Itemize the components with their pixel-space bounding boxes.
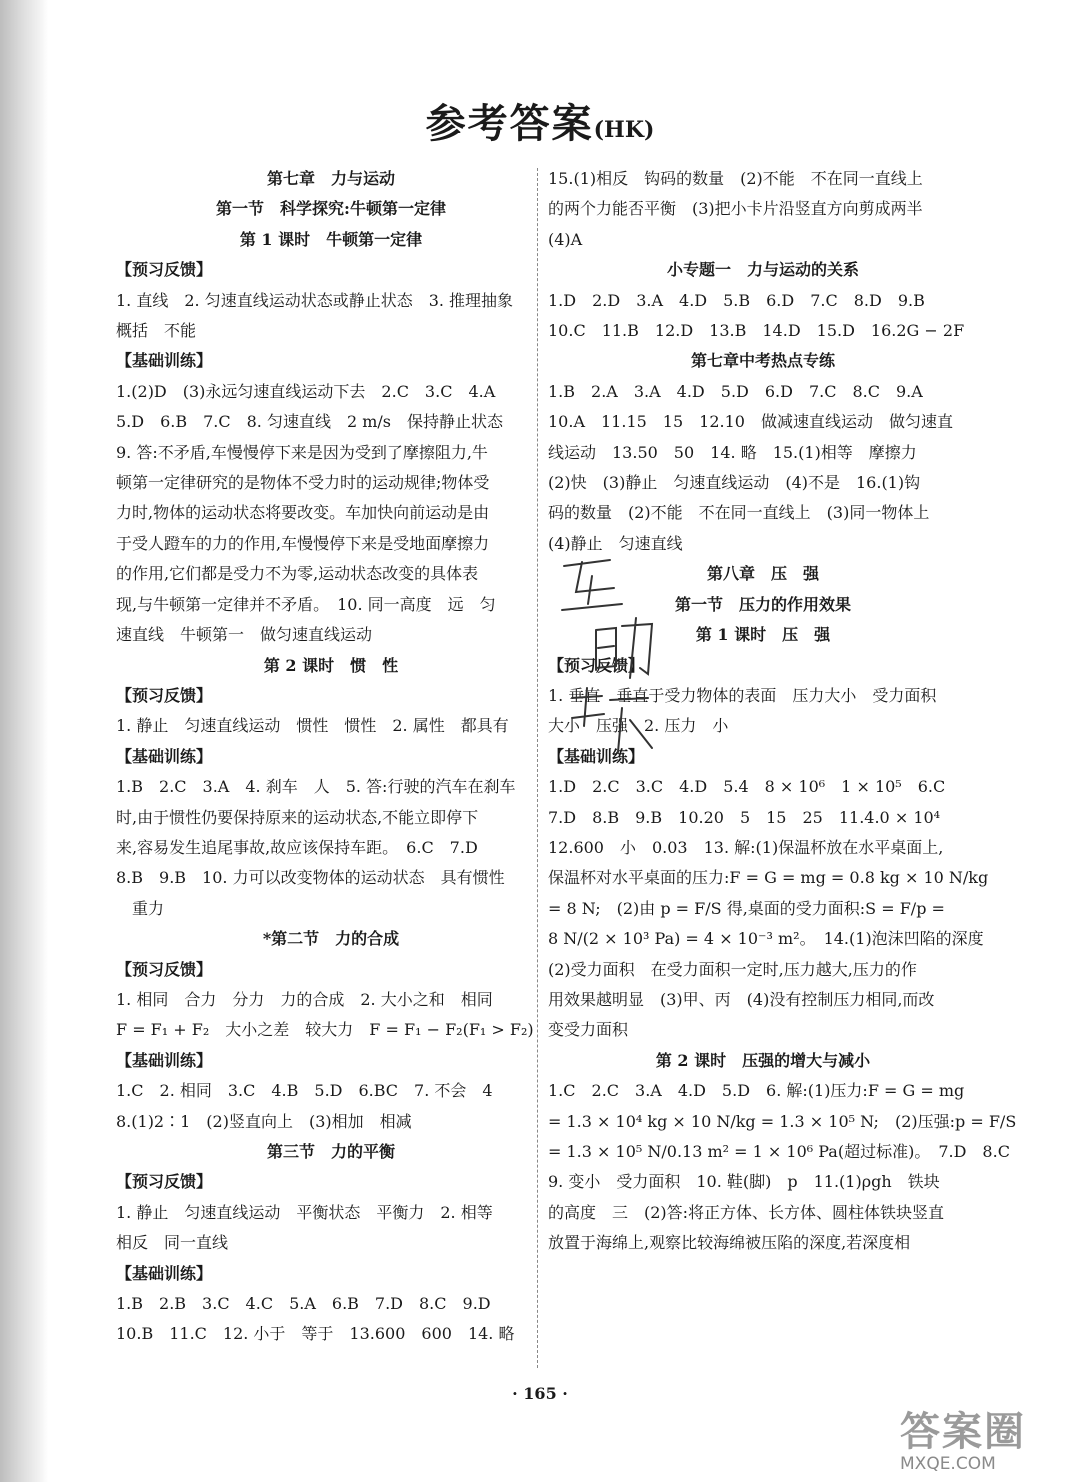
section-label: 【预习反馈】 xyxy=(116,1172,213,1192)
answer-line: 1.B 2.C 3.A 4. 刹车 人 5. 答:行驶的汽车在刹车 xyxy=(116,777,516,797)
section-heading: 第一节 科学探究:牛顿第一定律 xyxy=(216,199,446,219)
section-heading: 第八章 压 强 xyxy=(706,564,819,584)
page-number: · 165 · xyxy=(512,1384,568,1403)
answer-line: = 8 N; (2)由 p = F/S 得,桌面的受力面积:S = F/p = xyxy=(548,898,945,918)
answer-line: 时,由于惯性仍要保持原来的运动状态,不能立即停下 xyxy=(116,807,479,827)
answer-line: 8.(1)2∶1 (2)竖直向上 (3)相加 相减 xyxy=(116,1111,412,1131)
answer-line: 相反 同一直线 xyxy=(116,1233,229,1253)
answer-line: (4)静止 匀速直线 xyxy=(548,533,683,553)
answer-line: (4)A xyxy=(548,229,583,249)
handwritten-annotation xyxy=(552,548,672,768)
section-heading: 第一节 压力的作用效果 xyxy=(674,594,851,614)
answer-line: 1. 垂直 垂直于受力物体的表面 压力大小 受力面积 xyxy=(548,685,937,705)
section-heading: 小专题一 力与运动的关系 xyxy=(666,260,859,280)
answer-line: 15.(1)相反 钩码的数量 (2)不能 不在同一直线上 xyxy=(548,169,923,188)
section-label: 【基础训练】 xyxy=(116,1050,213,1070)
answer-line: 10.A 11.15 15 12.10 做减速直线运动 做匀速直 xyxy=(548,412,953,432)
answer-line: 的两个力能否平衡 (3)把小卡片沿竖直方向剪成两半 xyxy=(548,199,923,219)
answer-line: 1.D 2.D 3.A 4.D 5.B 6.D 7.C 8.D 9.B xyxy=(548,290,925,310)
section-heading: 第七章 力与运动 xyxy=(266,169,395,188)
section-label: 【基础训练】 xyxy=(116,746,213,766)
watermark-url: MXQE.COM xyxy=(900,1454,996,1474)
title-main: 参考答案 xyxy=(425,100,594,147)
answer-line: 9. 答:不矛盾,车慢慢停下来是因为受到了摩擦阻力,牛 xyxy=(116,442,488,462)
answer-line: F = F₁ + F₂ 大小之差 较大力 F = F₁ − F₂(F₁ > F₂) xyxy=(116,1020,534,1040)
section-label: 【预习反馈】 xyxy=(116,959,213,979)
answer-line: 来,容易发生追尾事故,故应该保持车距。 6.C 7.D xyxy=(116,837,478,857)
answer-line: 保温杯对水平桌面的压力:F = G = mg = 0.8 kg × 10 N/kg xyxy=(548,868,989,888)
answer-line: 用效果越明显 (3)甲、丙 (4)没有控制压力相同,而改 xyxy=(548,989,935,1009)
answer-line: 1.B 2.A 3.A 4.D 5.D 6.D 7.C 8.C 9.A xyxy=(548,381,923,401)
answer-line: 12.600 小 0.03 13. 解:(1)保温杯放在水平桌面上, xyxy=(548,837,944,857)
section-heading: 第三节 力的平衡 xyxy=(266,1142,395,1161)
answer-line: 9. 变小 受力面积 10. 鞋(脚) p 11.(1)ρgh 铁块 xyxy=(548,1172,940,1192)
answer-line: 8 N/(2 × 10³ Pa) = 4 × 10⁻³ m²。 14.(1)泡沫凹陷的深度 xyxy=(548,929,984,949)
answer-line: 力时,物体的运动状态将要改变。车加快向前运动是由 xyxy=(116,503,490,523)
section-label: 【基础训练】 xyxy=(116,351,213,371)
answer-line: 10.B 11.C 12. 小于 等于 13.600 600 14. 略 xyxy=(116,1324,515,1344)
answer-line: 概括 不能 xyxy=(116,321,197,341)
answer-line: 线运动 13.50 50 14. 略 15.(1)相等 摩擦力 xyxy=(548,442,917,462)
answer-line: 1. 静止 匀速直线运动 平衡状态 平衡力 2. 相等 xyxy=(116,1202,493,1222)
answer-line: 放置于海绵上,观察比较海绵被压陷的深度,若深度相 xyxy=(548,1233,911,1253)
answer-line: 1.B 2.B 3.C 4.C 5.A 6.B 7.D 8.C 9.D xyxy=(116,1294,491,1314)
answer-line: 1.D 2.C 3.C 4.D 5.4 8 × 10⁶ 1 × 10⁵ 6.C xyxy=(548,777,946,797)
answer-line: 1. 直线 2. 匀速直线运动状态或静止状态 3. 推理抽象 xyxy=(116,290,514,310)
answer-line: 于受人蹬车的力的作用,车慢慢停下来是受地面摩擦力 xyxy=(116,533,490,553)
section-heading: *第二节 力的合成 xyxy=(262,929,400,949)
answer-line: 的高度 三 (2)答:将正方体、长方体、圆柱体铁块竖直 xyxy=(548,1202,945,1222)
answer-line: = 1.3 × 10⁴ kg × 10 N/kg = 1.3 × 10⁵ N; (2)压强:p = F/S xyxy=(548,1111,1017,1131)
answer-line: 5.D 6.B 7.C 8. 匀速直线 2 m/s 保持静止状态 xyxy=(116,412,504,432)
answer-line: 1.C 2. 相同 3.C 4.B 5.D 6.BC 7. 不会 4 xyxy=(116,1081,493,1101)
answer-line: 变受力面积 xyxy=(548,1020,629,1040)
answer-line: 1.(2)D (3)永远匀速直线运动下去 2.C 3.C 4.A xyxy=(116,381,496,401)
section-label: 【基础训练】 xyxy=(548,746,645,766)
section-heading: 第 2 课时 惯 性 xyxy=(263,655,399,675)
answer-line: 顿第一定律研究的是物体不受力时的运动规律;物体受 xyxy=(116,473,490,493)
left-column xyxy=(116,164,546,1350)
answer-line: 8.B 9.B 10. 力可以改变物体的运动状态 具有惯性 xyxy=(116,868,505,888)
answer-line: 10.C 11.B 12.D 13.B 14.D 15.D 16.2G − 2F xyxy=(548,321,965,341)
answer-line: = 1.3 × 10⁵ N/0.13 m² = 1 × 10⁶ Pa(超过标准)。 7.D 8.C xyxy=(548,1142,1010,1161)
answer-line: 的作用,它们都是受力不为零,运动状态改变的具体表 xyxy=(116,564,479,584)
answer-line: 1. 相同 合力 分力 力的合成 2. 大小之和 相同 xyxy=(116,989,493,1009)
section-label: 【基础训练】 xyxy=(116,1263,213,1283)
section-heading: 第七章中考热点专练 xyxy=(690,351,835,371)
section-label: 【预习反馈】 xyxy=(116,685,213,705)
section-label: 【预习反馈】 xyxy=(116,260,213,280)
answer-line: 1. 静止 匀速直线运动 惯性 惯性 2. 属性 都具有 xyxy=(116,716,509,736)
watermark xyxy=(900,1410,1070,1476)
title-suffix: (HK) xyxy=(593,117,655,143)
answer-line: 现,与牛顿第一定律并不矛盾。 10. 同一高度 远 匀 xyxy=(116,594,496,614)
answer-line: (2)受力面积 在受力面积一定时,压力越大,压力的作 xyxy=(548,959,917,979)
section-heading: 第 1 课时 压 强 xyxy=(695,625,831,645)
page-title xyxy=(0,92,1080,149)
answer-line: 大小 压强 2. 压力 小 xyxy=(548,716,729,736)
scan-edge-shadow xyxy=(0,0,48,1482)
watermark-logo: 答案圈 xyxy=(900,1409,1026,1455)
answer-line: 7.D 8.B 9.B 10.20 5 15 25 11.4.0 × 10⁴ xyxy=(548,807,941,827)
section-heading: 第 2 课时 压强的增大与减小 xyxy=(655,1050,871,1070)
section-label: 【预习反馈】 xyxy=(548,655,645,675)
answer-line: (2)快 (3)静止 匀速直线运动 (4)不是 16.(1)钩 xyxy=(548,473,921,493)
answer-line: 码的数量 (2)不能 不在同一直线上 (3)同一物体上 xyxy=(548,503,930,523)
answer-line: 1.C 2.C 3.A 4.D 5.D 6. 解:(1)压力:F = G = mg xyxy=(548,1081,965,1101)
answer-line: 重力 xyxy=(116,898,165,918)
answer-line: 速直线 牛顿第一 做匀速直线运动 xyxy=(116,625,373,645)
section-heading: 第 1 课时 牛顿第一定律 xyxy=(239,229,423,249)
